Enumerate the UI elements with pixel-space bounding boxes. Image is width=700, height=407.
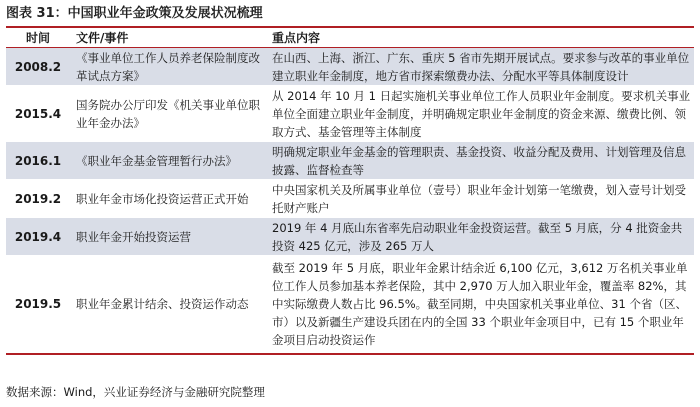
row-content: 中央国家机关及所属事业单位（壹号）职业年金计划第一笔缴费，划入壹号计划受托财产账户 [266, 180, 694, 218]
row-event: 职业年金市场化投资运营正式开始 [70, 180, 266, 218]
source-note: 数据来源：Wind，兴业证券经济与金融研究院整理 [6, 385, 265, 399]
row-event: 《事业单位工作人员养老保险制度改革试点方案》 [70, 48, 266, 86]
table-row [6, 218, 694, 256]
row-time: 2019.2 [6, 180, 70, 218]
table-row [6, 86, 694, 142]
row-time: 2015.4 [6, 86, 70, 142]
row-time: 2019.5 [6, 256, 70, 354]
header-event: 文件/事件 [70, 29, 266, 48]
table-header-row [6, 29, 694, 48]
row-event: 《职业年金基金管理暂行办法》 [70, 142, 266, 180]
table-row [6, 256, 694, 354]
row-time: 2008.2 [6, 48, 70, 86]
row-time: 2016.1 [6, 142, 70, 180]
row-content: 在山西、上海、浙江、广东、重庆 5 省市先期开展试点。要求参与改革的事业单位建立职业年金制度，地方省市探索缴费办法、分配水平等具体制度设计 [266, 48, 694, 86]
figure-title: 图表 31：中国职业年金政策及发展状况梳理 [6, 6, 263, 21]
policy-table [6, 29, 694, 355]
row-content: 从 2014 年 10 月 1 日起实施机关事业单位工作人员职业年金制度。要求机关事业单位全面建立职业年金制度，并明确规定职业年金制度的资金来源、缴费比例、领取方式、基金管理等主体制度 [266, 86, 694, 142]
header-content: 重点内容 [266, 29, 694, 48]
table-row [6, 142, 694, 180]
header-time: 时间 [6, 29, 70, 48]
row-event: 职业年金开始投资运营 [70, 218, 266, 256]
row-time: 2019.4 [6, 218, 70, 256]
row-content: 明确规定职业年金基金的管理职责、基金投资、收益分配及费用、计划管理及信息披露、监督检查等 [266, 142, 694, 180]
row-content: 2019 年 4 月底山东省率先启动职业年金投资运营。截至 5 月底，分 4 批资金共投资 425 亿元，涉及 265 万人 [266, 218, 694, 256]
table-row [6, 48, 694, 86]
row-event: 国务院办公厅印发《机关事业单位职业年金办法》 [70, 86, 266, 142]
row-event: 职业年金累计结余、投资运作动态 [70, 256, 266, 354]
title-divider [6, 26, 694, 28]
row-content: 截至 2019 年 5 月底，职业年金累计结余近 6,100 亿元，3,612 万名机关事业单位工作人员参加基本养老保险，其中 2,970 万人加入职业年金，覆盖率 82%，其中实际缴费人数占比 96.5%。截至同期，中央国家机关事业单位、31 个省（区、市）以及新疆生产建设兵团在内的全国 33 个职业年金项目中，已有 15 个职业年金项目启动投资运作 [266, 256, 694, 354]
table-row [6, 180, 694, 218]
